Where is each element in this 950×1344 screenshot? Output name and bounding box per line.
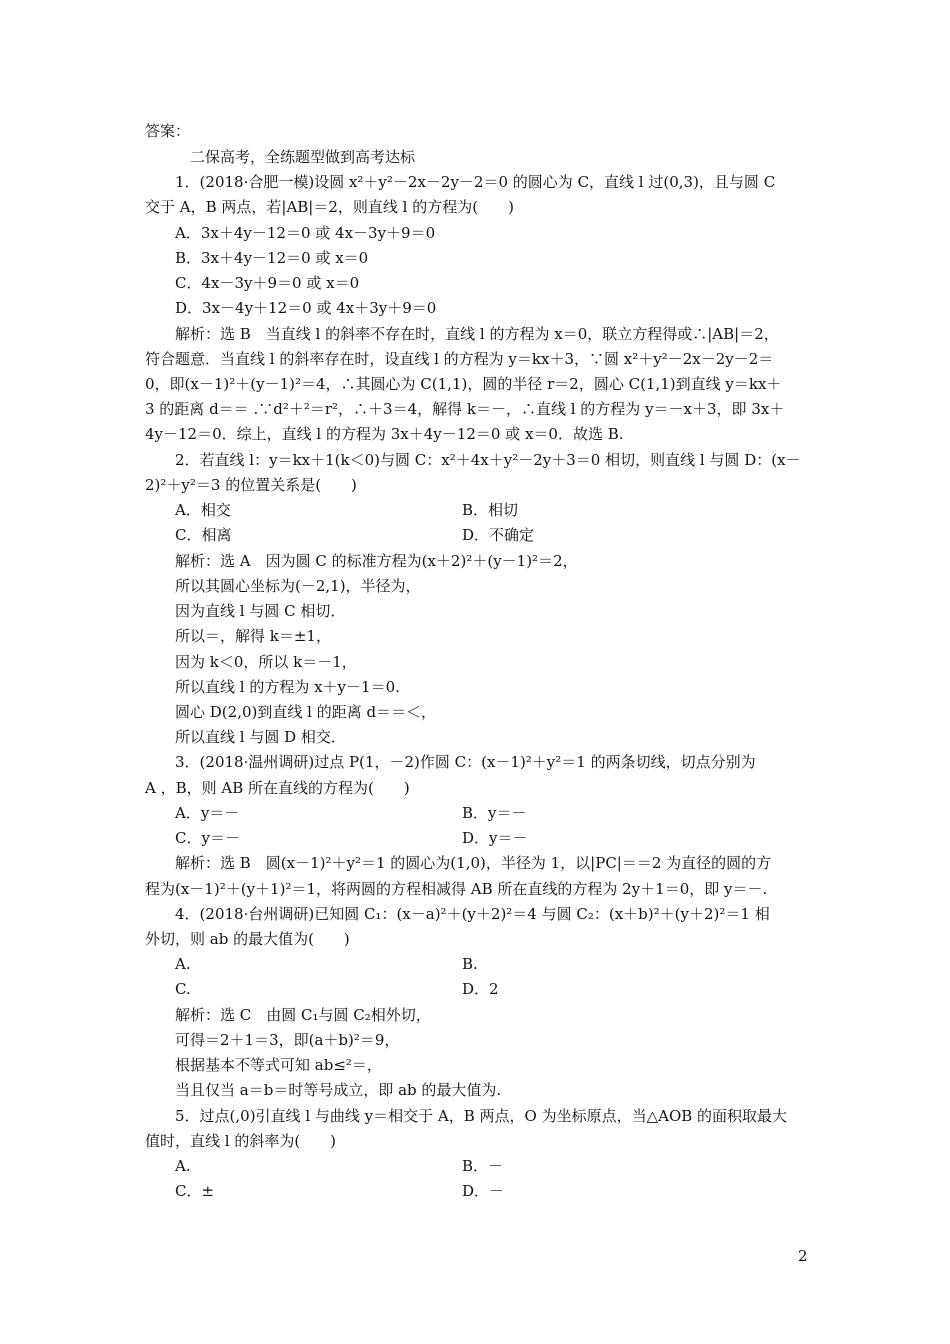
page-number: 2 [798, 1247, 808, 1265]
q5-stem-line-1: 5．过点(,0)引直线 l 与曲线 y＝相交于 A，B 两点，O 为坐标原点，当△AOB 的面积取最大 [175, 1107, 788, 1125]
q2-solution-line-5: 因为 k＜0，所以 k＝－1， [175, 653, 357, 671]
q4-stem-line-2: 外切，则 ab 的最大值为( ) [145, 930, 350, 948]
q4-option-a: A. [175, 955, 191, 973]
q4-option-b: B. [462, 955, 478, 973]
q3-option-a: A．y＝－ [175, 804, 240, 822]
q1-option-d: D．3x－4y＋12＝0 或 4x＋3y＋9＝0 [175, 299, 437, 317]
q2-option-a: A．相交 [175, 501, 231, 519]
q4-stem-line-1: 4．(2018·台州调研)已知圆 C₁：(x－a)²＋(y＋2)²＝4 与圆 C₂：(x＋b)²＋(y＋2)²＝1 相 [175, 905, 770, 923]
q4-solution-line-4: 当且仅当 a＝b＝时等号成立，即 ab 的最大值为. [175, 1081, 502, 1099]
q1-option-b: B．3x＋4y－12＝0 或 x＝0 [175, 249, 369, 267]
q1-option-a: A．3x＋4y－12＝0 或 4x－3y＋9＝0 [175, 224, 436, 242]
q4-solution-line-2: 可得＝2＋1＝3，即(a＋b)²＝9， [175, 1031, 400, 1049]
q3-option-b: B．y＝－ [462, 804, 527, 822]
q5-stem-line-2: 值时，直线 l 的斜率为( ) [145, 1132, 337, 1150]
q3-stem-line-1: 3．(2018·温州调研)过点 P(1，－2)作圆 C：(x－1)²＋y²＝1 的两条切线，切点分别为 [175, 753, 756, 771]
q1-solution-line-5: 4y－12＝0．综上，直线 l 的方程为 3x＋4y－12＝0 或 x＝0．故选 B. [145, 425, 624, 443]
q4-solution-line-1: 解析：选 C 由圆 C₁与圆 C₂相外切， [175, 1006, 431, 1024]
q1-stem-line-2: 交于 A，B 两点，若|AB|＝2，则直线 l 的方程为( ) [145, 198, 514, 216]
q4-option-d: D．2 [462, 980, 499, 998]
q2-solution-line-8: 所以直线 l 与圆 D 相交． [175, 728, 346, 746]
q4-option-c: C. [175, 980, 191, 998]
q4-solution-line-3: 根据基本不等式可知 ab≤²＝， [175, 1056, 382, 1074]
q1-solution-line-1: 解析：选 B 当直线 l 的斜率不存在时，直线 l 的方程为 x＝0，联立方程得或∴|AB|＝2， [175, 325, 779, 343]
q5-option-a: A. [175, 1157, 191, 1175]
q2-solution-line-3: 因为直线 l 与圆 C 相切． [175, 602, 346, 620]
q3-solution-line-2: 程为(x－1)²＋(y＋1)²＝1，将两圆的方程相减得 AB 所在直线的方程为 2y＋1＝0，即 y＝－. [145, 880, 768, 898]
q1-solution-line-3: 0，即(x－1)²＋(y－1)²＝4，∴其圆心为 C(1,1)，圆的半径 r＝2，圆心 C(1,1)到直线 y＝kx＋ [145, 375, 782, 393]
q2-stem-line-2: 2)²＋y²＝3 的位置关系是( ) [145, 476, 357, 494]
answer-label: 答案： [145, 122, 191, 140]
q2-solution-line-4: 所以＝，解得 k＝±1， [175, 627, 331, 645]
q5-option-b: B．－ [462, 1157, 504, 1175]
q3-solution-line-1: 解析：选 B 圆(x－1)²＋y²＝1 的圆心为(1,0)，半径为 1，以|PC|＝＝2 为直径的圆的方 [175, 854, 772, 872]
q2-option-b: B．相切 [462, 501, 519, 519]
q5-option-c: C．± [175, 1182, 215, 1200]
q3-option-d: D．y＝－ [462, 829, 528, 847]
q2-stem-line-1: 2．若直线 l：y＝kx＋1(k＜0)与圆 C：x²＋4x＋y²－2y＋3＝0 相切，则直线 l 与圆 D：(x－ [175, 451, 801, 469]
q2-solution-line-7: 圆心 D(2,0)到直线 l 的距离 d＝＝＜， [175, 703, 437, 721]
q2-solution-line-1: 解析：选 A 因为圆 C 的标准方程为(x＋2)²＋(y－1)²＝2， [175, 552, 578, 570]
q3-option-c: C．y＝－ [175, 829, 240, 847]
q2-option-c: C．相离 [175, 526, 232, 544]
q1-solution-line-2: 符合题意．当直线 l 的斜率存在时，设直线 l 的方程为 y＝kx＋3，∵圆 x²＋y²－2x－2y－2＝ [145, 350, 774, 368]
section-title: 二保高考，全练题型做到高考达标 [190, 148, 416, 166]
q2-solution-line-6: 所以直线 l 的方程为 x＋y－1＝0. [175, 678, 400, 696]
q2-option-d: D．不确定 [462, 526, 535, 544]
q3-stem-line-2: A ，B，则 AB 所在直线的方程为( ) [145, 779, 410, 797]
q2-solution-line-2: 所以其圆心坐标为(－2,1)，半径为， [175, 577, 421, 595]
q1-solution-line-4: 3 的距离 d＝＝ .∵d²＋²＝r²，∴＋3＝4，解得 k＝－，∴直线 l 的方程为 y＝－x＋3，即 3x＋ [145, 400, 785, 418]
q5-option-d: D．－ [462, 1182, 505, 1200]
q1-stem-line-1: 1．(2018·合肥一模)设圆 x²＋y²－2x－2y－2＝0 的圆心为 C，直线 l 过(0,3)，且与圆 C [175, 173, 776, 191]
q1-option-c: C．4x－3y＋9＝0 或 x＝0 [175, 274, 360, 292]
